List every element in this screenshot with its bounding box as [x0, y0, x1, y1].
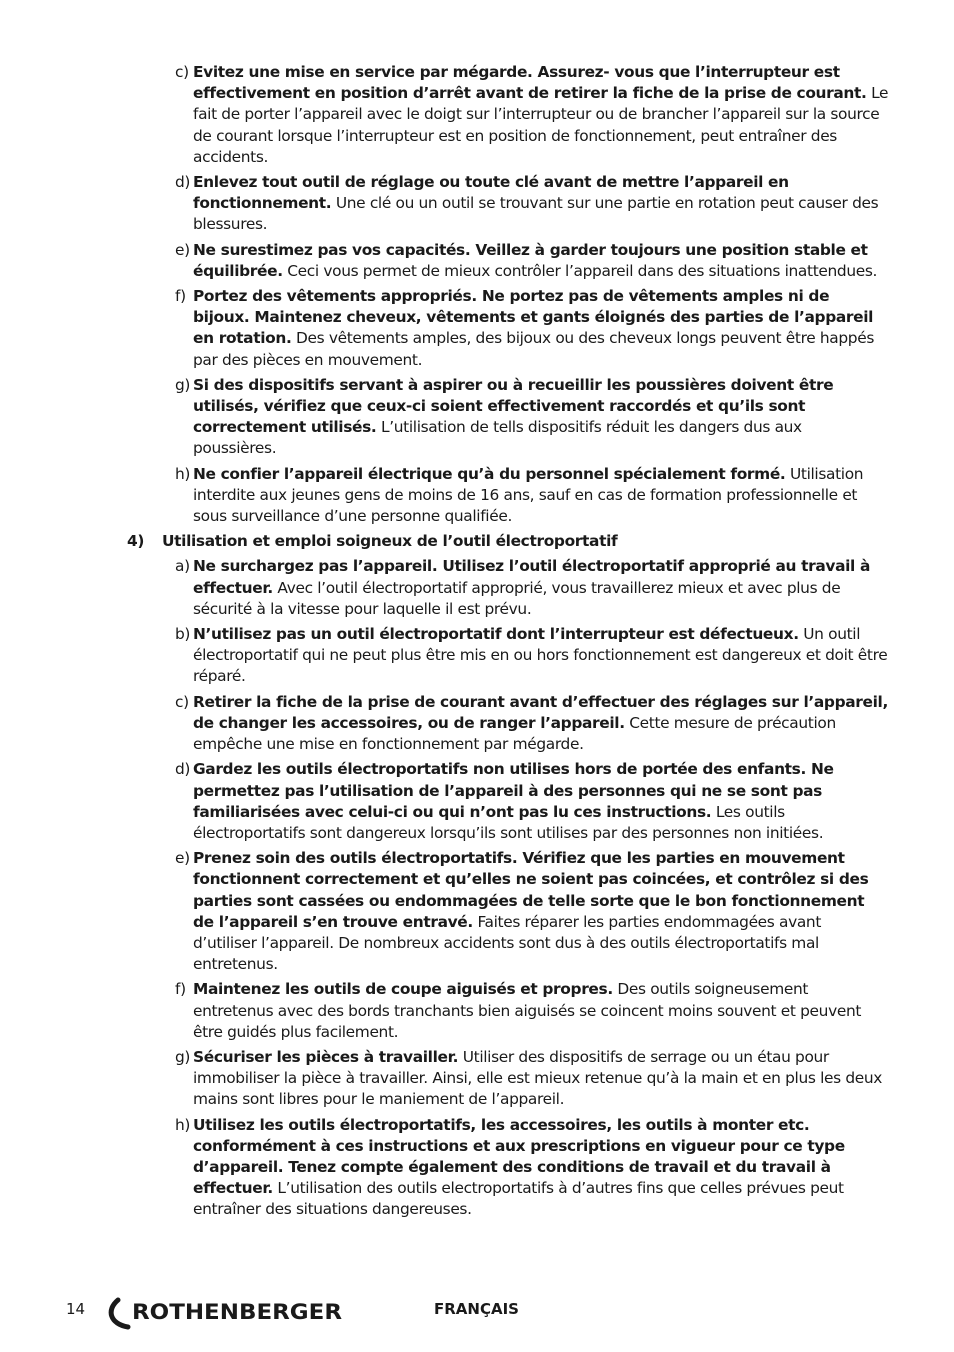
language-label: FRANÇAIS: [434, 1300, 519, 1318]
list-item: [127, 375, 889, 460]
item-body-text: Utilisation interdite aux jeunes gens de moins de 16 ans, sauf en cas de formation professionnelle et sous surveillance d’une personne qualifiée.: [193, 464, 864, 526]
item-marker: f): [175, 980, 186, 999]
section-title: Utilisation et emploi soigneux de l’outil électroportatif: [162, 532, 618, 551]
item-marker: a): [175, 557, 190, 576]
page-number: 14: [66, 1300, 86, 1318]
item-body-text: L’utilisation des outils electroportatifs à d’autres fins que celles prévues peut entraîner des situations dangereuses.: [193, 1179, 844, 1219]
item-bold-text: Si des dispositifs servant à aspirer ou à recueillir les poussières doivent être utilisés, vérifiez que ceux-ci soient effectivement raccordés et qu’ils sont correctement utilisés.: [193, 375, 834, 437]
item-bold-text: Sécuriser les pièces à travailler.: [193, 1047, 459, 1066]
item-marker: g): [175, 1047, 191, 1066]
item-body-text: Des vêtements amples, des bijoux ou des cheveux longs peuvent être happés par des pièces en mouvement.: [193, 329, 875, 369]
item-bold-text: Gardez les outils électroportatifs non utilises hors de portée des enfants. Ne permettez pas l’utilisation de l’appareil à des personnes qui ne se sont pas familiarisées avec celui-ci ou qui n’ont pas lu ces instructions.: [193, 760, 834, 821]
item-bold-text: N’utilisez pas un outil électroportatif dont l’interrupteur est défectueux.: [193, 625, 799, 644]
list-item: [127, 172, 889, 236]
item-bold-text: Prenez soin des outils électroportatifs. Vérifiez que les parties en mouvement fonctionnent correctement et qu’elles ne soient pas coincées, et contrôlez si des parties sont cassées ou endommagées de telle sorte que le bon fonctionnement de l’appareil s’en trouve entravé.: [193, 849, 869, 931]
item-body-text: Cette mesure de précaution empêche une mise en fonctionnement par mégarde.: [193, 713, 836, 754]
rothenberger-logo: [104, 1294, 344, 1330]
list-item: [127, 62, 889, 168]
list-item: [127, 624, 889, 688]
item-bold-text: Retirer la fiche de la prise de courant avant d’effectuer des réglages sur l’appareil, de changer les accessoires, ou de ranger l’appareil.: [193, 692, 888, 732]
item-marker: d): [175, 760, 191, 779]
item-bold-text: Ne surestimez pas vos capacités. Veillez à garder toujours une position stable et équilibrée.: [193, 240, 868, 280]
page-content: [127, 62, 889, 1225]
item-body-text: Un outil électroportatif qui ne peut plus être mis en ou hors fonctionnement est dangereux et doit être réparé.: [193, 625, 888, 686]
brand-wordmark: ROTHENBERGER: [132, 1300, 342, 1324]
item-marker: c): [175, 63, 189, 81]
item-body-text: Une clé ou un outil se trouvant sur une partie en rotation peut causer des blessures.: [193, 194, 879, 234]
list-item: [127, 848, 889, 975]
list-item: [127, 240, 889, 282]
item-body-text: L’utilisation de tells dispositifs réduit les dangers dus aux poussières.: [193, 418, 802, 458]
item-bold-text: Utilisez les outils électroportatifs, les accessoires, les outils à monter etc. conformément à ces instructions et aux prescriptions en vigueur pour ce type d’appareil. Tenez compte également des conditions de travail et du travail à effectuer.: [193, 1115, 845, 1198]
item-body-text: Ceci vous permet de mieux contrôler l’appareil dans des situations inattendues.: [282, 261, 878, 280]
section-heading: [127, 531, 889, 552]
item-marker: g): [175, 375, 191, 394]
list-item: [127, 979, 889, 1043]
item-bold-text: Evitez une mise en service par mégarde. Assurez- vous que l’interrupteur est effectivement en position d’arrêt avant de retirer la fiche de la prise de courant.: [193, 63, 867, 103]
section-number: 4): [127, 532, 145, 551]
item-body-text: Le fait de porter l’appareil avec le doigt sur l’interrupteur ou de brancher l’appareil sur la source de courant lorsque l’interrupteur est en position de fonctionnement, peut entraîner des accidents.: [193, 84, 889, 166]
list-item: [127, 1047, 889, 1111]
item-marker: c): [175, 692, 189, 711]
item-bold-text: Enlevez tout outil de réglage ou toute clé avant de mettre l’appareil en fonctionnement.: [193, 173, 789, 213]
item-marker: e): [175, 849, 190, 868]
item-marker: e): [175, 240, 190, 259]
item-body-text: Utiliser des dispositifs de serrage ou un étau pour immobiliser la pièce à travailler. Ainsi, elle est mieux retenue qu’à la main et en plus les deux mains sont libres pour le maniement de l’appareil.: [193, 1047, 883, 1109]
item-marker: h): [175, 1115, 191, 1134]
item-bold-text: Ne surchargez pas l’appareil. Utilisez l’outil électroportatif approprié au travail à effectuer.: [193, 557, 871, 597]
item-marker: h): [175, 464, 191, 483]
item-body-text: Faites réparer les parties endommagées avant d’utiliser l’appareil. De nombreux accidents sont dus à des outils électroportatifs mal entretenus.: [193, 912, 822, 974]
page-footer: [0, 1294, 954, 1334]
item-body-text: Des outils soigneusement entretenus avec des bords tranchants bien aiguisés se coincent moins souvent et peuvent être guidés plus facilement.: [193, 980, 862, 1041]
item-bold-text: Maintenez les outils de coupe aiguisés et propres.: [193, 980, 613, 999]
instruction-list-electrical-safety: [127, 62, 889, 527]
item-body-text: Les outils électroportatifs sont dangereux lorsqu’ils sont utilises par des personnes non initiées.: [193, 802, 824, 842]
item-marker: f): [175, 287, 186, 306]
item-bold-text: Ne confier l’appareil électrique qu’à du personnel spécialement formé.: [193, 464, 786, 483]
item-body-text: Avec l’outil électroportatif approprié, vous travaillerez mieux et avec plus de sécurité à la vitesse pour laquelle il est prévu.: [193, 578, 841, 618]
list-item: [127, 556, 889, 620]
item-marker: b): [175, 625, 191, 644]
item-marker: d): [175, 173, 191, 192]
list-item: [127, 464, 889, 528]
instruction-list-tool-use: [127, 556, 889, 1220]
list-item: [127, 286, 889, 371]
list-item: [127, 692, 889, 756]
list-item: [127, 759, 889, 844]
list-item: [127, 1115, 889, 1221]
item-bold-text: Portez des vêtements appropriés. Ne portez pas de vêtements amples ni de bijoux. Maintenez cheveux, vêtements et gants éloignés des parties de l’appareil en rotation.: [193, 287, 874, 348]
